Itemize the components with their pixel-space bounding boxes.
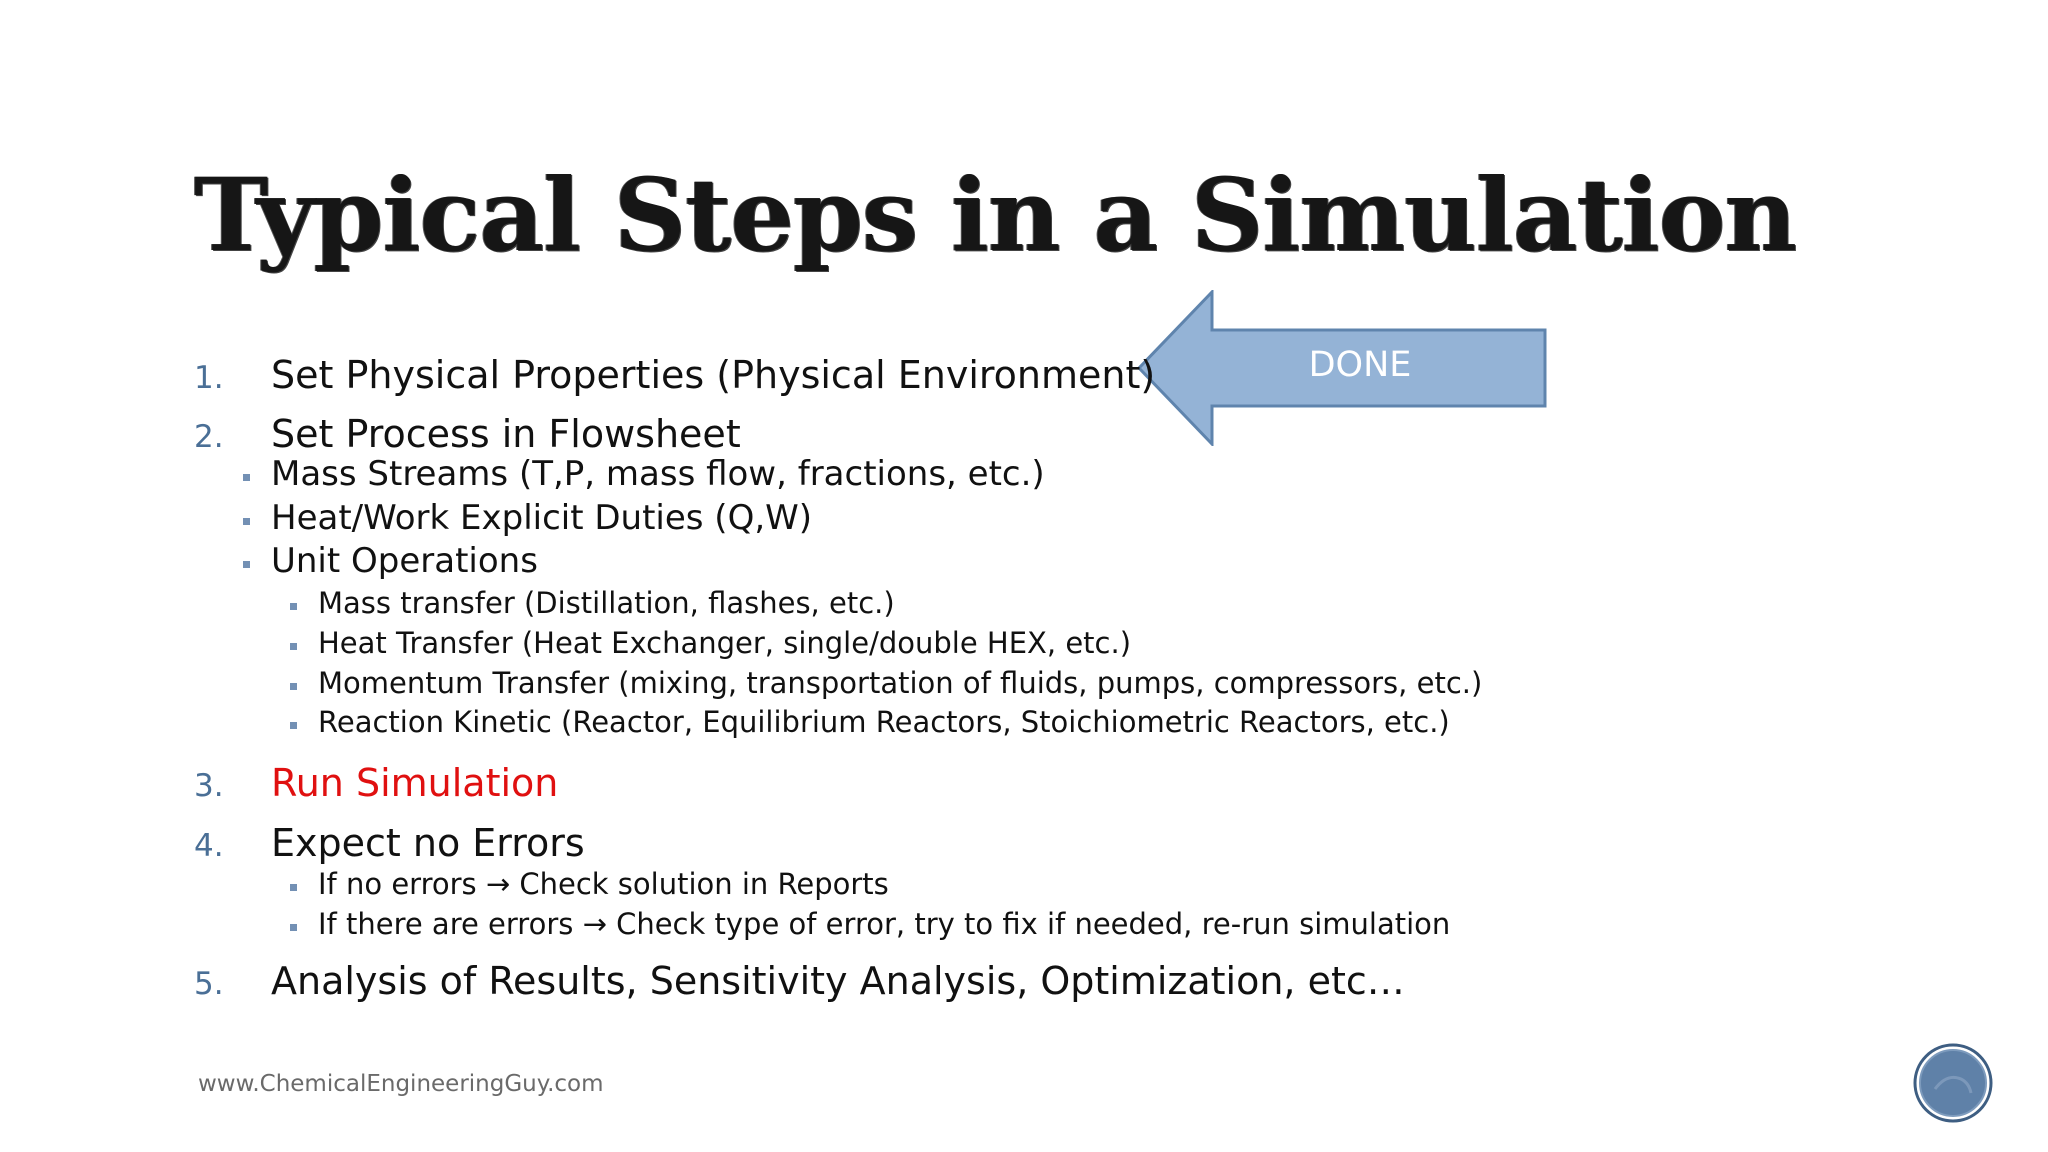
- step-text: Expect no Errors: [271, 821, 585, 865]
- circular-logo-icon[interactable]: [1913, 1043, 1993, 1123]
- slide-title: Typical Steps in a Simulation: [194, 156, 1797, 274]
- step-text: Set Process in Flowsheet: [271, 412, 741, 456]
- done-arrow-label: DONE: [1308, 345, 1412, 385]
- step-number: 3.: [194, 768, 224, 804]
- bullet-icon: [290, 722, 297, 729]
- sub-item-text: Mass Streams (T,P, mass flow, fractions, etc.): [271, 454, 1045, 494]
- bullet-icon: [290, 603, 297, 610]
- bullet-icon: [243, 518, 250, 525]
- bullet-icon: [290, 884, 297, 891]
- step-text-run-simulation: Run Simulation: [271, 761, 559, 805]
- step-text: Set Physical Properties (Physical Environment): [271, 353, 1156, 397]
- footer-website[interactable]: www.ChemicalEngineeringGuy.com: [198, 1071, 604, 1097]
- bullet-icon: [243, 561, 250, 568]
- bullet-icon: [290, 683, 297, 690]
- step-number: 1.: [194, 360, 224, 396]
- sub-sub-item-text: If there are errors → Check type of error, try to fix if needed, re-run simulation: [318, 907, 1451, 941]
- step-number: 2.: [194, 419, 224, 455]
- step-number: 5.: [194, 966, 224, 1002]
- sub-item-text: Heat/Work Explicit Duties (Q,W): [271, 498, 813, 538]
- sub-sub-item-text: Reaction Kinetic (Reactor, Equilibrium Reactors, Stoichiometric Reactors, etc.): [318, 705, 1450, 739]
- sub-sub-item-text: If no errors → Check solution in Reports: [318, 867, 889, 901]
- bullet-icon: [243, 474, 250, 481]
- sub-sub-item-text: Heat Transfer (Heat Exchanger, single/double HEX, etc.): [318, 626, 1132, 660]
- sub-sub-item-text: Momentum Transfer (mixing, transportation of fluids, pumps, compressors, etc.): [318, 666, 1483, 700]
- bullet-icon: [290, 643, 297, 650]
- bullet-icon: [290, 924, 297, 931]
- step-text: Analysis of Results, Sensitivity Analysis, Optimization, etc…: [271, 959, 1405, 1003]
- sub-item-text: Unit Operations: [271, 541, 538, 581]
- sub-sub-item-text: Mass transfer (Distillation, flashes, etc.): [318, 586, 895, 620]
- step-number: 4.: [194, 828, 224, 864]
